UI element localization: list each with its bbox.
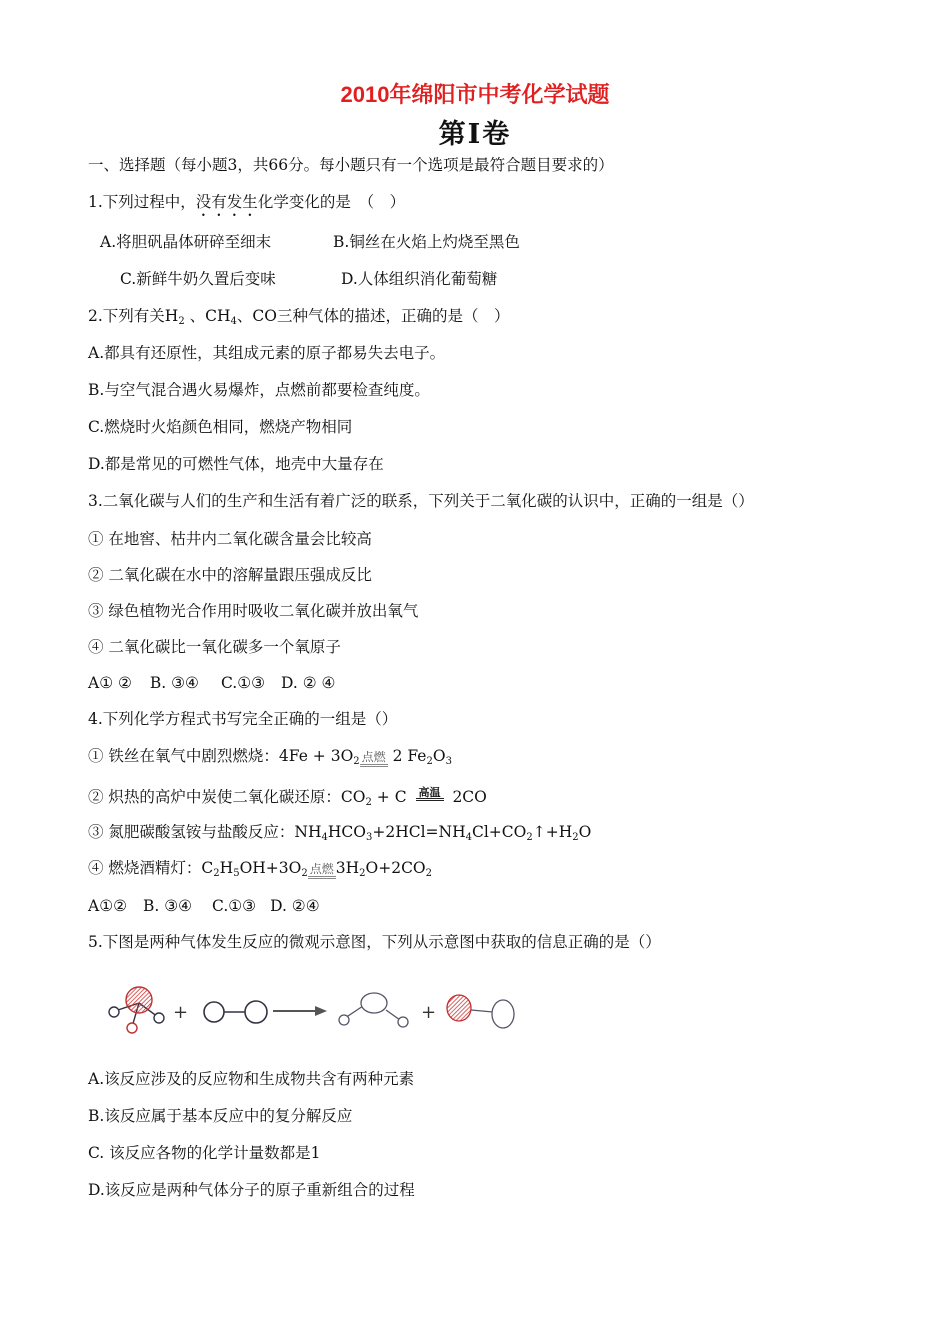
- eq-text: H: [219, 859, 234, 877]
- reaction-condition: 高温: [416, 787, 444, 801]
- q4-option-c: C.①③: [212, 897, 257, 915]
- product-molecule-2: [447, 995, 514, 1028]
- question-3-stem: 3.二氧化碳与人们的生产和生活有着广泛的联系，下列关于二氧化碳的认识中，正确的一组是（）: [88, 492, 754, 510]
- subscript: 2: [572, 832, 579, 843]
- eq-text: + C: [371, 788, 412, 806]
- subscript: 2: [526, 832, 533, 843]
- q4-equation-2: [88, 786, 487, 808]
- eq-text: 2CO: [447, 788, 487, 806]
- q4-option-b: B. ③④: [143, 897, 193, 915]
- q1-option-a: A.将胆矾晶体研碎至细末: [100, 233, 272, 251]
- question-5-stem: 5.下图是两种气体发生反应的微观示意图，下列从示意图中获取的信息正确的是（）: [88, 933, 661, 951]
- eq-text: O: [432, 747, 446, 765]
- q4-equation-3: [88, 821, 591, 843]
- eq-text: +2HCl=NH: [372, 823, 466, 841]
- q1-option-b: B.铜丝在火焰上灼烧至黑色: [333, 233, 520, 251]
- subscript: 2: [359, 868, 366, 879]
- eq-text: 3H: [335, 859, 360, 877]
- q3-option-c: C.①③: [220, 674, 265, 692]
- volume-heading: 第Ⅰ卷: [438, 119, 512, 150]
- q3-option-d: D. ② ④: [281, 674, 336, 692]
- reactant-molecule-1: [109, 987, 164, 1033]
- subscript: 3: [445, 756, 452, 767]
- subscript: 2: [301, 868, 308, 879]
- q4-equation-1: [88, 745, 452, 768]
- q1-emphasis: 没有发生: [195, 193, 258, 211]
- subscript: 2: [353, 756, 360, 767]
- subscript: 4: [321, 832, 328, 843]
- q2-option-a: A.都具有还原性，其组成元素的原子都易失去电子。: [88, 344, 446, 362]
- subscript: 2: [425, 868, 433, 879]
- subscript: 2: [426, 756, 433, 767]
- q3-options: [88, 672, 335, 694]
- reaction-condition: 点燃: [360, 746, 388, 768]
- section-heading: 一、选择题（每小题3，共66分。每小题只有一个选项是最符合题目要求的）: [88, 156, 614, 174]
- reaction-arrow: [273, 1006, 327, 1016]
- eq-text: HCO: [327, 823, 366, 841]
- eq-text: O: [578, 823, 592, 841]
- q1-stem-part: 1.下列过程中，: [88, 193, 196, 211]
- subscript: 3: [365, 832, 373, 843]
- q4-option-d: D. ②④: [270, 897, 320, 915]
- q3-statement-4: ④ 二氧化碳比一氧化碳多一个氧原子: [88, 638, 341, 656]
- question-2-stem: [88, 305, 509, 327]
- q5-option-b: B.该反应属于基本反应中的复分解反应: [88, 1107, 353, 1125]
- subscript: 5: [233, 868, 240, 879]
- q3-option-b: B. ③④: [149, 674, 199, 692]
- eq-text: ↑+H: [532, 823, 573, 841]
- subscript: 2: [213, 868, 220, 879]
- product-molecule-1: [339, 993, 408, 1027]
- q5-option-c: C. 该反应各物的化学计量数都是1: [88, 1144, 321, 1162]
- plus-sign: +: [173, 1002, 189, 1023]
- subscript: 2: [178, 316, 185, 327]
- q1-option-d: D.人体组织消化葡萄糖: [341, 270, 498, 288]
- eq-text: 2 Fe: [387, 747, 427, 765]
- reaction-condition: 点燃: [308, 858, 336, 880]
- eq-text: OH+3O: [239, 859, 302, 877]
- q3-option-a: A① ②: [88, 674, 132, 692]
- q3-statement-2: ② 二氧化碳在水中的溶解量跟压强成反比: [88, 566, 372, 584]
- question-4-stem: 4.下列化学方程式书写完全正确的一组是（）: [88, 710, 398, 728]
- eq-text: ④ 燃烧酒精灯：C: [88, 859, 214, 877]
- q2-option-b: B.与空气混合遇火易爆炸，点燃前都要检查纯度。: [88, 381, 430, 399]
- q1-stem-part: 化学变化的是 （ ）: [257, 193, 406, 211]
- question-1-stem: [88, 191, 405, 220]
- q5-option-a: A.该反应涉及的反应物和生成物共含有两种元素: [88, 1070, 415, 1088]
- eq-text: Cl+CO: [471, 823, 527, 841]
- subscript: 2: [365, 797, 372, 808]
- q3-statement-1: ① 在地窖、枯井内二氧化碳含量会比较高: [88, 530, 372, 548]
- eq-text: O+2CO: [365, 859, 426, 877]
- q2-option-c: C.燃烧时火焰颜色相同，燃烧产物相同: [88, 418, 353, 436]
- q2-option-d: D.都是常见的可燃性气体，地壳中大量存在: [88, 455, 384, 473]
- eq-text: ① 铁丝在氧气中剧烈燃烧：4Fe + 3O: [88, 747, 354, 765]
- plus-sign: +: [421, 1002, 437, 1023]
- subscript: 4: [230, 316, 237, 327]
- q4-equation-4: [88, 857, 432, 880]
- q2-stem-part: 、CO三种气体的描述，正确的是（ ）: [236, 307, 510, 325]
- q4-options: [88, 895, 320, 917]
- q2-stem-part: 2.下列有关H: [88, 307, 179, 325]
- reaction-diagram: [95, 978, 525, 1040]
- subscript: 4: [465, 832, 472, 843]
- q3-statement-3: ③ 绿色植物光合作用时吸收二氧化碳并放出氧气: [88, 602, 419, 620]
- eq-text: ② 炽热的高炉中炭使二氧化碳还原：CO: [88, 788, 366, 806]
- q5-option-d: D.该反应是两种气体分子的原子重新组合的过程: [88, 1181, 415, 1199]
- reactant-molecule-2: [204, 1001, 267, 1023]
- page-title: 2010年绵阳市中考化学试题: [340, 82, 610, 107]
- q2-stem-part: 、CH: [184, 307, 231, 325]
- q1-option-c: C.新鲜牛奶久置后变味: [120, 270, 276, 288]
- eq-text: ③ 氮肥碳酸氢铵与盐酸反应：NH: [88, 823, 322, 841]
- q4-option-a: A①②: [88, 897, 127, 915]
